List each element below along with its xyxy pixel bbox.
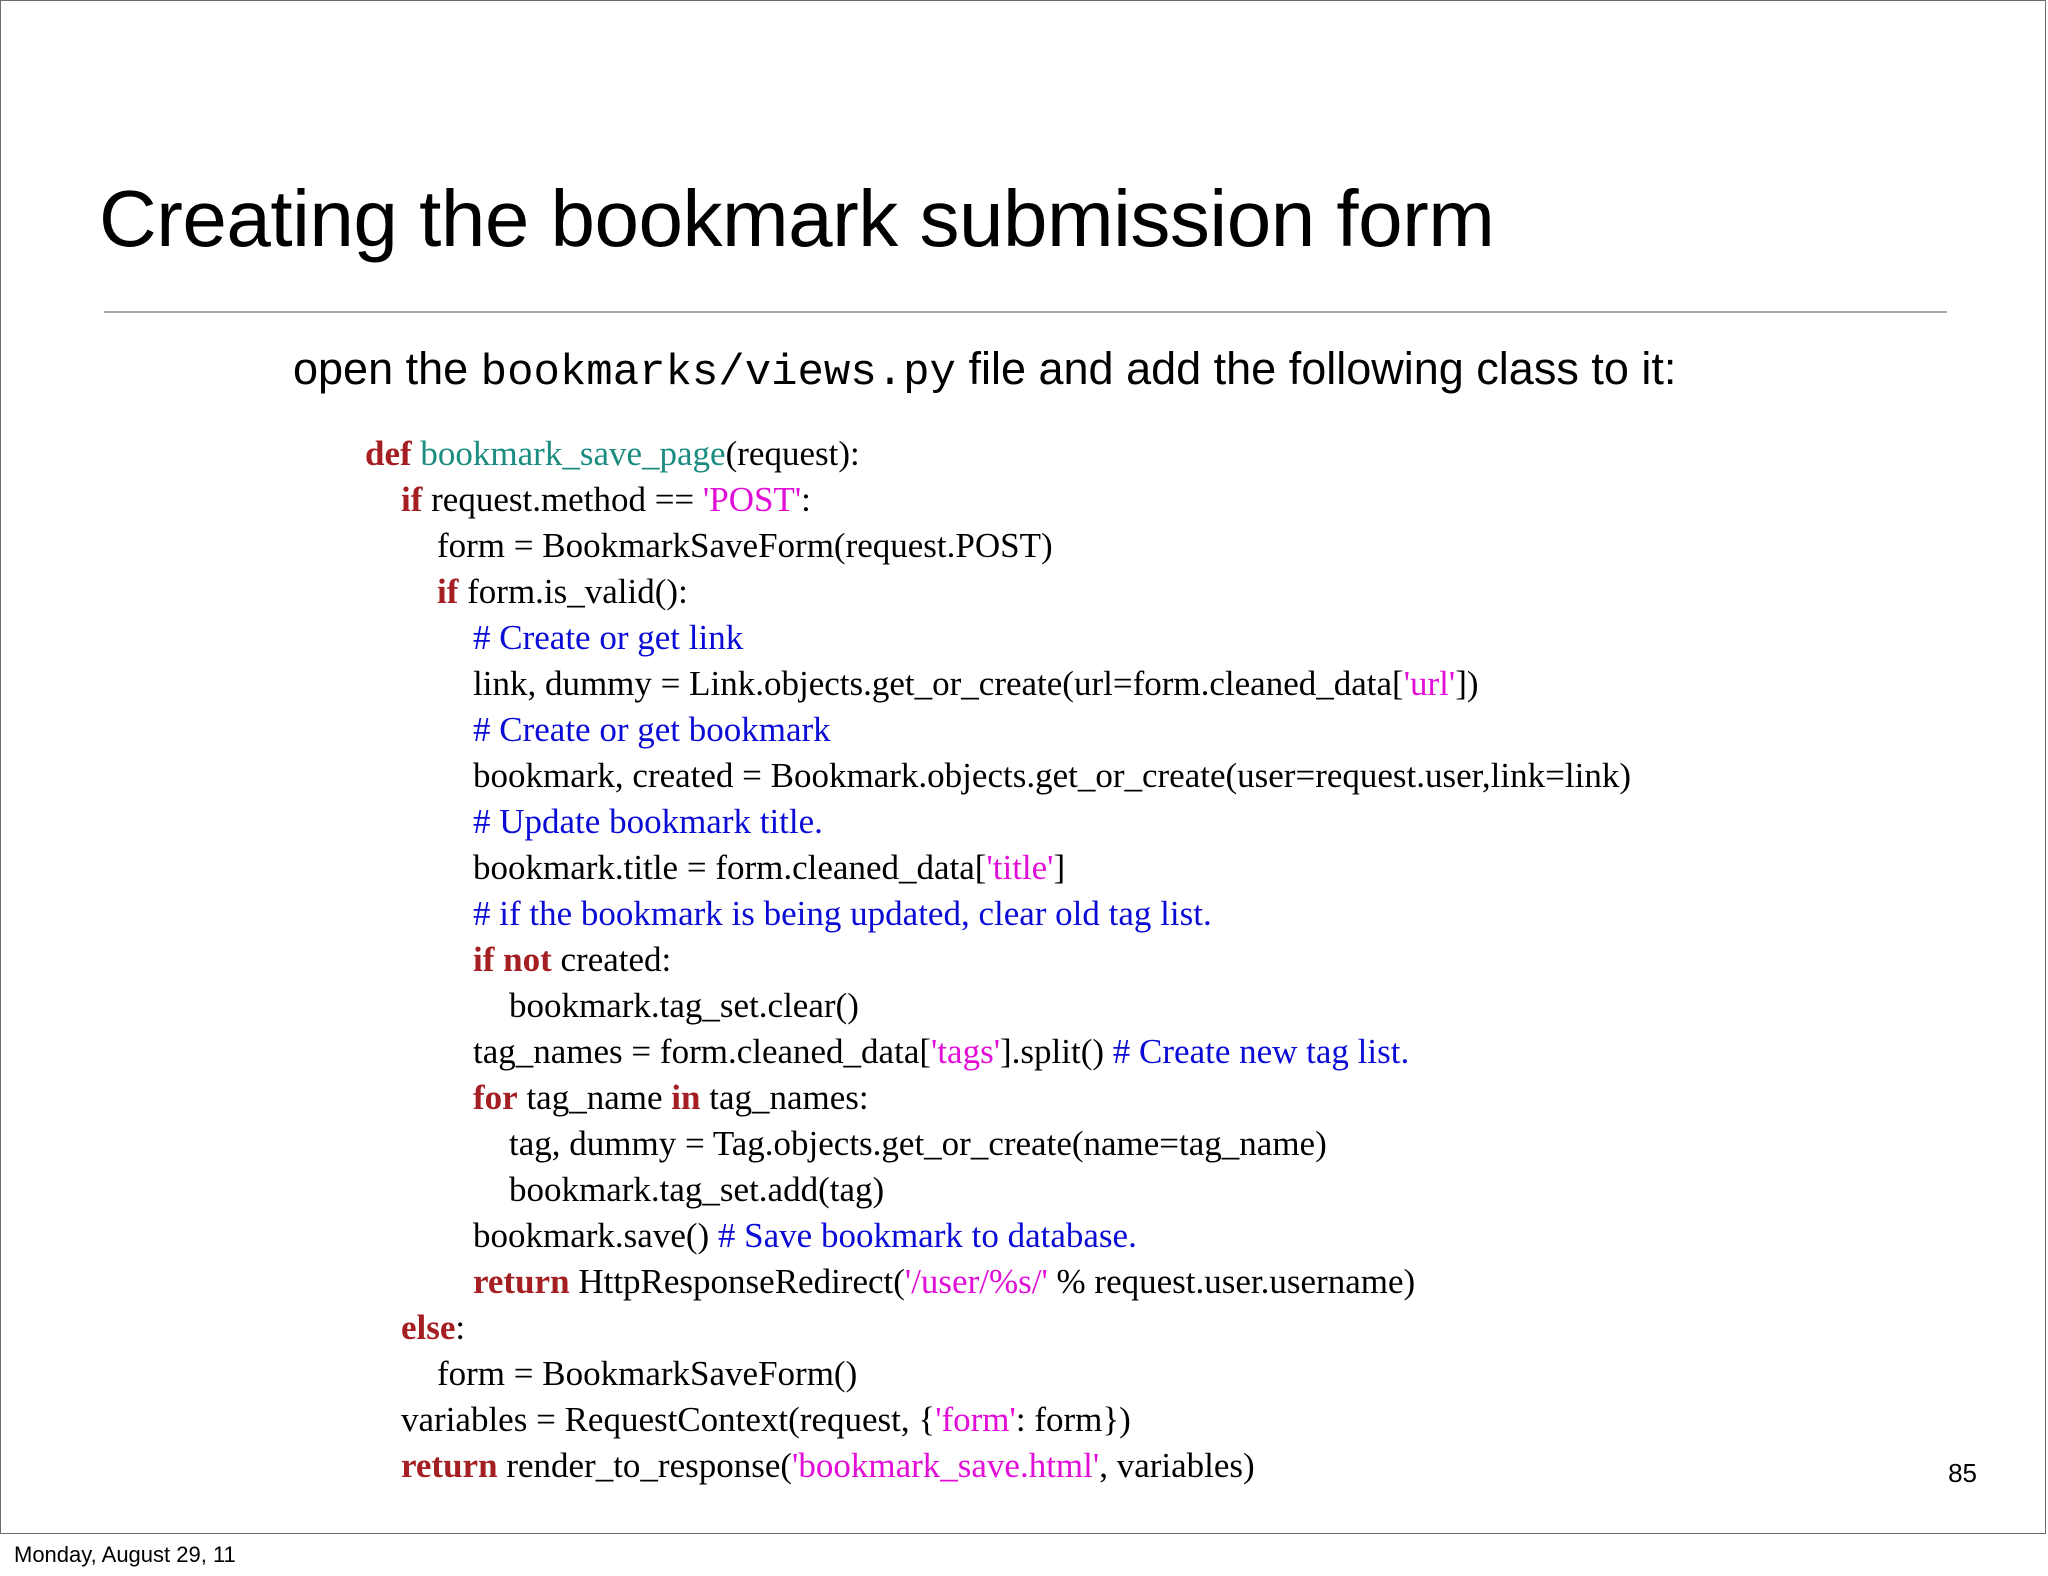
code-line — [365, 891, 1631, 937]
code-line — [365, 1397, 1631, 1443]
code-line — [365, 1167, 1631, 1213]
code-token: form = BookmarkSaveForm(request.POST) — [437, 526, 1053, 565]
code-token: request.method == — [422, 480, 703, 519]
code-token: bookmark, created = Bookmark.objects.get_or_create(user=request.user,link=link) — [473, 756, 1631, 795]
code-line — [365, 845, 1631, 891]
code-token: # Create or get bookmark — [473, 710, 831, 749]
code-line — [365, 1121, 1631, 1167]
code-line — [365, 1443, 1631, 1489]
code-token: else — [401, 1308, 456, 1347]
code-token: if not — [473, 940, 552, 979]
code-token: tag_names: — [700, 1078, 869, 1117]
subtitle-text-after: file and add the following class to it: — [955, 343, 1677, 394]
code-token: variables = RequestContext(request, { — [401, 1400, 936, 1439]
code-token: % request.user.username) — [1047, 1262, 1416, 1301]
code-line — [365, 753, 1631, 799]
code-token: bookmark.save() — [473, 1216, 718, 1255]
code-line — [365, 1075, 1631, 1121]
subtitle-filename: bookmarks/views.py — [480, 348, 956, 398]
code-line — [365, 1259, 1631, 1305]
code-block — [365, 431, 1631, 1489]
code-token: '/user/%s/' — [904, 1262, 1048, 1301]
code-token: 'bookmark_save.html' — [792, 1446, 1100, 1485]
code-token: if — [437, 572, 459, 611]
code-token: HttpResponseRedirect( — [569, 1262, 905, 1301]
code-token: bookmark.title = form.cleaned_data[ — [473, 848, 987, 887]
code-token: render_to_response( — [497, 1446, 793, 1485]
code-line — [365, 661, 1631, 707]
code-token: ]) — [1455, 664, 1479, 703]
code-token: form.is_valid(): — [458, 572, 688, 611]
code-token: if — [401, 480, 423, 519]
code-token: (request): — [725, 434, 860, 473]
code-line — [365, 1305, 1631, 1351]
code-token: in — [671, 1078, 701, 1117]
footer-date: Monday, August 29, 11 — [14, 1542, 236, 1567]
code-token: 'title' — [986, 848, 1054, 887]
code-line — [365, 937, 1631, 983]
code-token: , variables) — [1099, 1446, 1255, 1485]
code-token: 'url' — [1403, 664, 1456, 703]
code-token: bookmark_save_page — [420, 434, 726, 473]
code-token: form = BookmarkSaveForm() — [437, 1354, 858, 1393]
code-line — [365, 1351, 1631, 1397]
code-token: bookmark.tag_set.add(tag) — [509, 1170, 885, 1209]
code-line — [365, 1029, 1631, 1075]
code-token: link, dummy = Link.objects.get_or_create(url=form.cleaned_data[ — [473, 664, 1404, 703]
code-token: # Create or get link — [473, 618, 744, 657]
code-token: tag_names = form.cleaned_data[ — [473, 1032, 932, 1071]
code-token: tag, dummy = Tag.objects.get_or_create(name=tag_name) — [509, 1124, 1327, 1163]
code-token: def — [365, 434, 412, 473]
code-token: : — [801, 480, 811, 519]
code-line — [365, 1213, 1631, 1259]
code-token: ] — [1053, 848, 1066, 887]
code-line — [365, 431, 1631, 477]
code-line — [365, 523, 1631, 569]
code-token: # Create new tag list. — [1112, 1032, 1410, 1071]
code-token: : — [455, 1308, 466, 1347]
code-token: 'POST' — [702, 480, 802, 519]
code-token: 'form' — [935, 1400, 1016, 1439]
code-line — [365, 707, 1631, 753]
code-line — [365, 983, 1631, 1029]
code-line — [365, 569, 1631, 615]
code-token: # Save bookmark to database. — [717, 1216, 1137, 1255]
code-token: 'tags' — [931, 1032, 1001, 1071]
code-token: bookmark.tag_set.clear() — [509, 986, 859, 1025]
code-token: return — [473, 1262, 570, 1301]
code-token: created: — [551, 940, 672, 979]
slide-subtitle — [293, 339, 1676, 403]
code-token: tag_name — [517, 1078, 672, 1117]
code-line — [365, 477, 1631, 523]
code-token: return — [401, 1446, 498, 1485]
code-line — [365, 799, 1631, 845]
page-number: 85 — [1948, 1458, 1977, 1488]
title-divider — [104, 311, 1947, 313]
code-token: # if the bookmark is being updated, clear old tag list. — [473, 894, 1212, 933]
code-token: for — [473, 1078, 518, 1117]
code-token: : form}) — [1015, 1400, 1131, 1439]
code-token: # Update bookmark title. — [473, 802, 823, 841]
slide-title: Creating the bookmark submission form — [99, 174, 1495, 263]
subtitle-text-before: open the — [293, 343, 481, 394]
code-token: ].split() — [1000, 1032, 1113, 1071]
code-line — [365, 615, 1631, 661]
